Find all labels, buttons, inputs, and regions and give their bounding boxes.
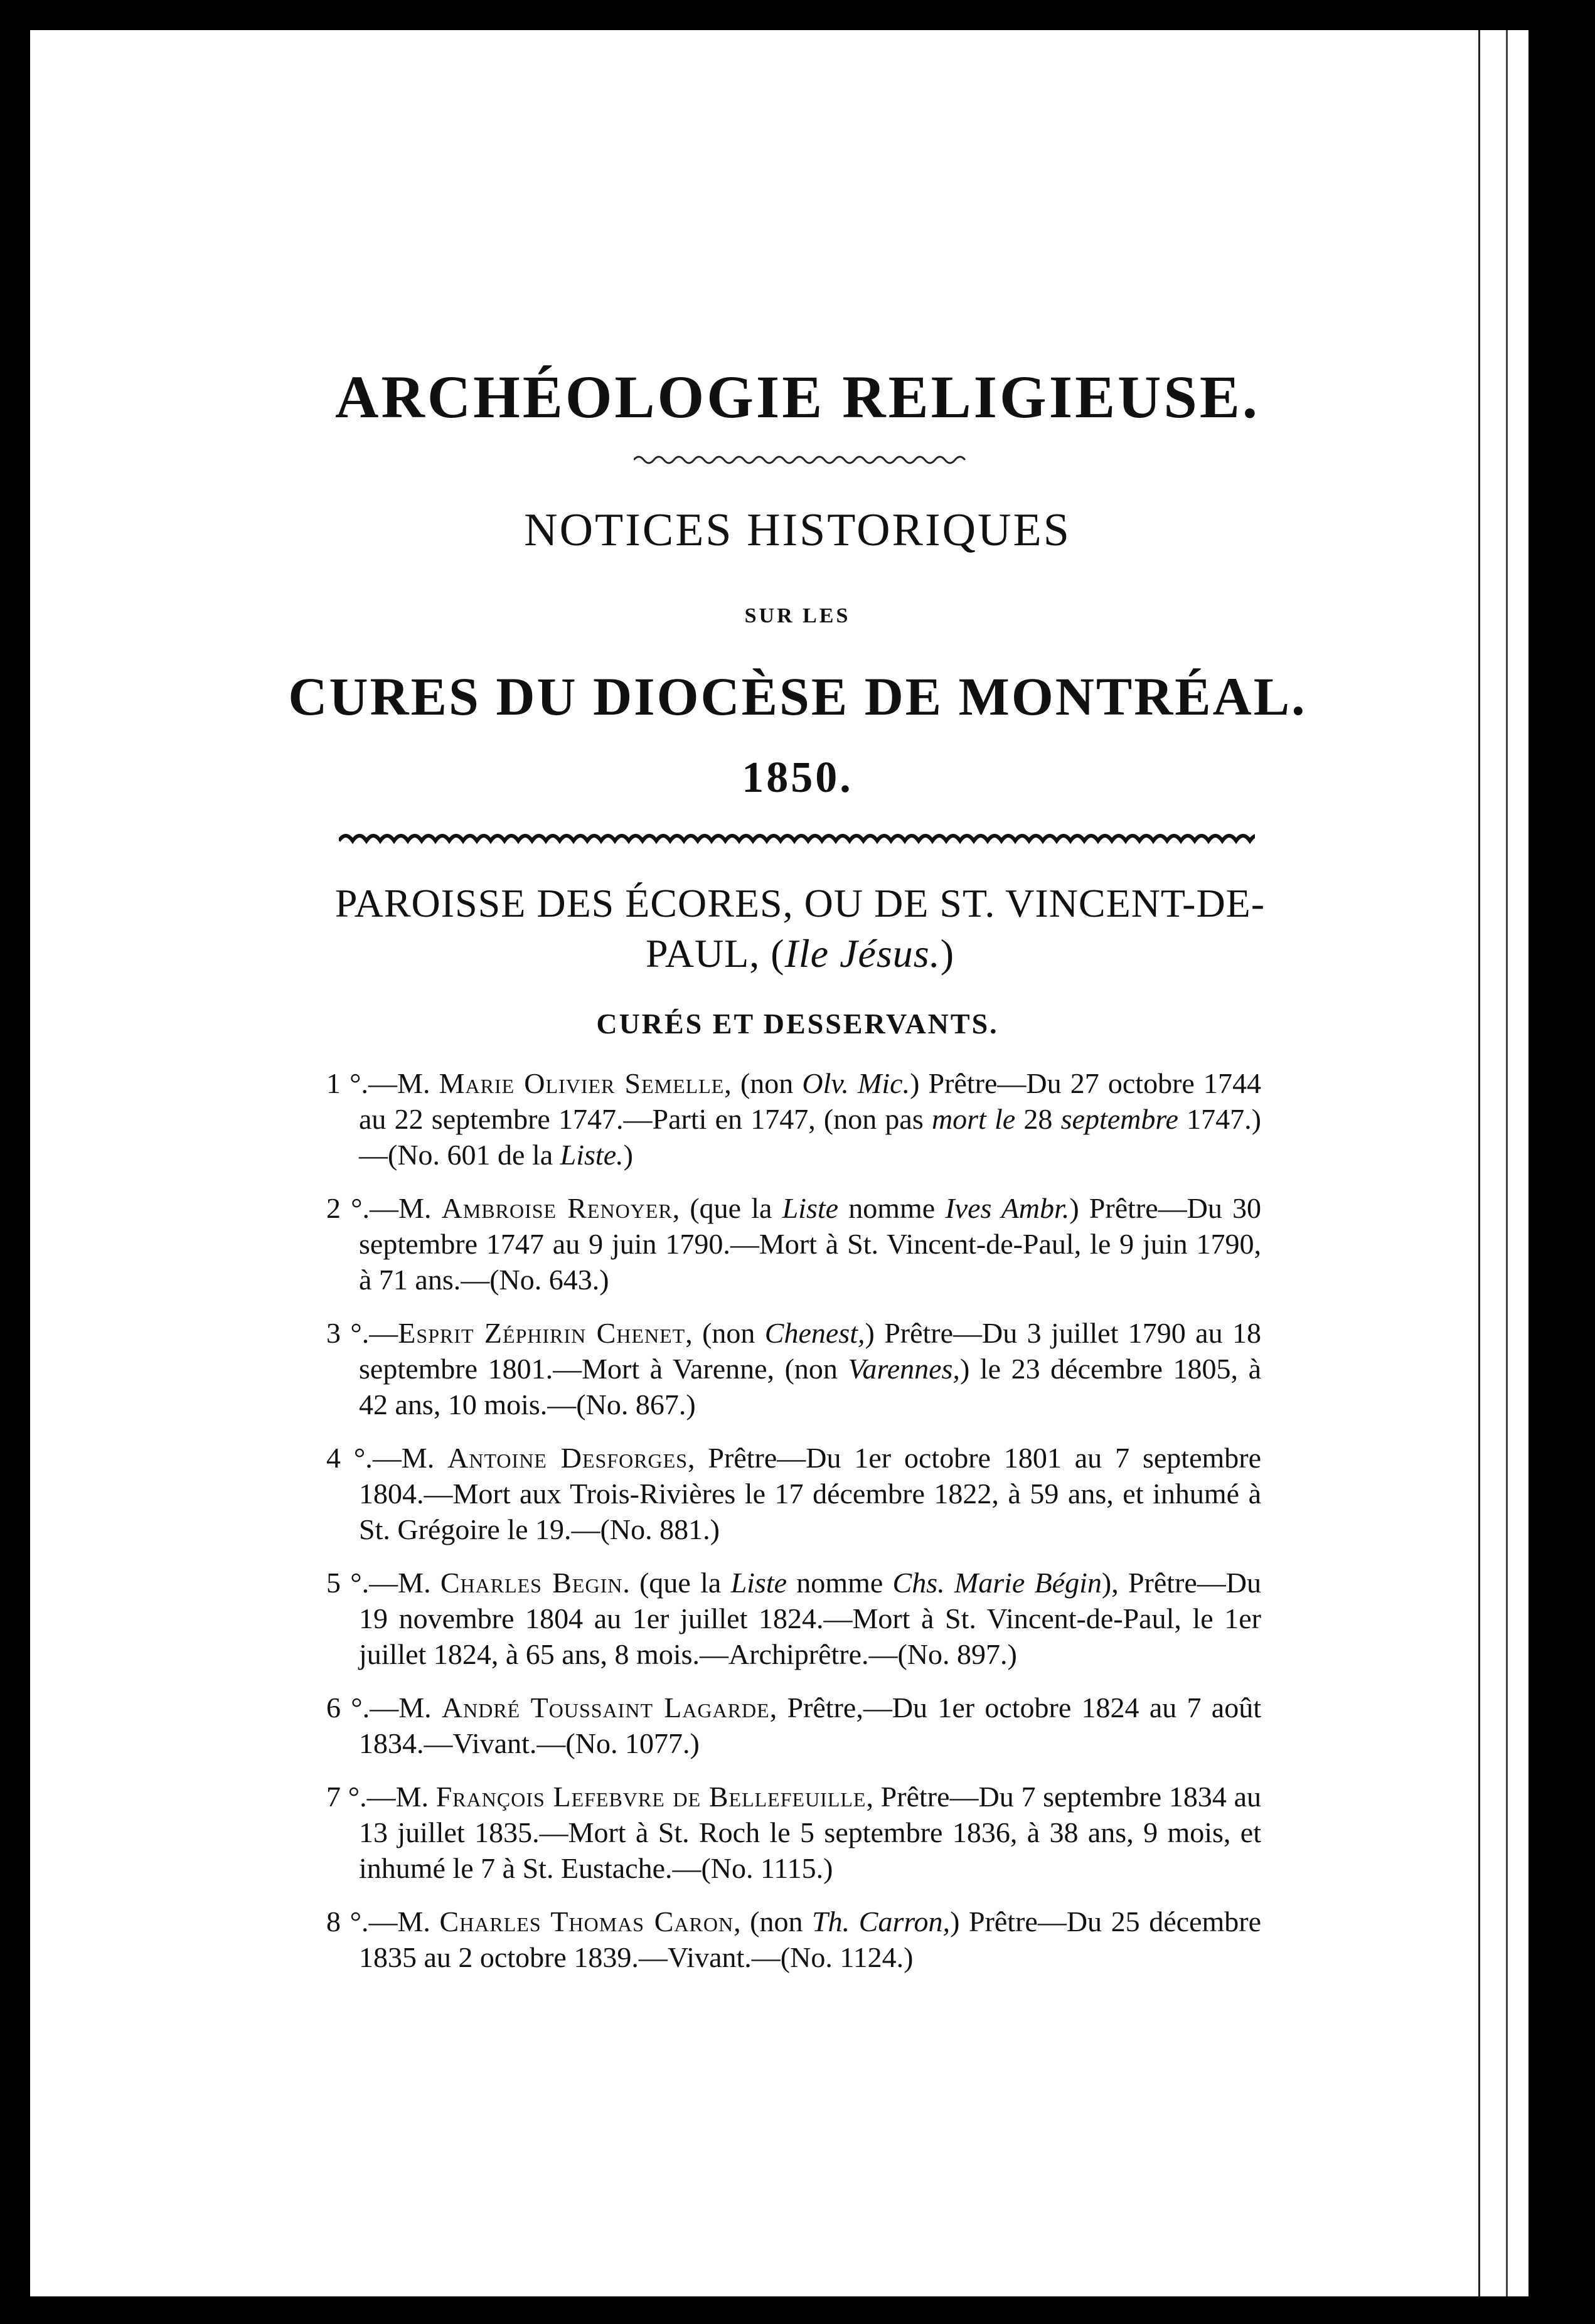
entries-list — [326, 1065, 1261, 1993]
entry-italic-text: mort le — [931, 1103, 1016, 1135]
entry-italic-text: Liste — [730, 1567, 787, 1599]
entry-item — [326, 1690, 1261, 1761]
parish-heading-line1: PAROISSE DES ÉCORES, OU DE ST. VINCENT-DE- — [334, 881, 1266, 925]
subtitle-notices: NOTICES HISTORIQUES — [524, 504, 1071, 556]
entry-text: ), Prêtre—Du 19 novembre 1804 au 1er juillet 1824.—Mort à St. Vincent-de-Paul, le 1er juillet 1824, à 65 ans, 8 mois.—Archiprêtre.—(No. 897.) — [359, 1567, 1262, 1670]
entry-number: 7 °. — [326, 1781, 367, 1813]
year: 1850. — [742, 754, 853, 802]
entry-number: 5 °. — [326, 1567, 370, 1599]
entry-italic-text: Chs. Marie Bégin — [892, 1567, 1102, 1599]
entry-item — [326, 1904, 1261, 1975]
entry-text: . (que la — [622, 1567, 731, 1599]
entry-text: , (non — [724, 1067, 803, 1099]
entry-text: , Prêtre,—Du 1er octobre 1824 au 7 août 1834.—Vivant.—(No. 1077.) — [359, 1692, 1261, 1759]
entry-text: 1747.)—(No. 601 de la — [359, 1103, 1261, 1171]
entry-italic-text: Olv. Mic. — [802, 1067, 910, 1099]
entry-item — [326, 1440, 1261, 1547]
entry-name: François Lefebvre de Bellefeuille — [435, 1781, 867, 1813]
entry-text: —M. — [369, 1567, 440, 1599]
ornament-squiggle-small — [634, 450, 966, 469]
entry-item — [326, 1565, 1261, 1672]
entry-text: , Prêtre—Du 1er octobre 1801 au 7 septembre 1804.—Mort aux Trois-Rivières le 17 décembre 1822, à 59 ans, et inhumé à St. Grégoire le 19.—(No. 881.) — [359, 1442, 1261, 1545]
entry-text: ) Prêtre—Du 27 octobre 1744 au 22 septembre 1747.—Parti en 1747, (non pas — [359, 1067, 1261, 1135]
subtitle-diocese: CURES DU DIOCÈSE DE MONTRÉAL. — [288, 666, 1307, 727]
entry-text: —M. — [370, 1692, 442, 1724]
entry-number: 2 °. — [326, 1192, 370, 1224]
parish-heading — [314, 878, 1286, 979]
entry-text: , (non — [733, 1906, 813, 1938]
main-title: ARCHÉOLOGIE RELIGIEUSE. — [335, 363, 1260, 430]
entry-name: Esprit Zéphirin Chenet — [398, 1317, 686, 1349]
entry-italic-text: Liste. — [560, 1139, 624, 1171]
entry-name: André Toussaint Lagarde — [441, 1692, 770, 1724]
entry-text: ) Prêtre—Du 3 juillet 1790 au 18 septembre 1801.—Mort à Varenne, (non — [359, 1317, 1261, 1385]
entry-text: ) Prêtre—Du 25 décembre 1835 au 2 octobre 1839.—Vivant.—(No. 1124.) — [359, 1906, 1262, 1973]
entry-text: 28 — [1015, 1103, 1061, 1135]
entry-text: ) le 23 décembre 1805, à 42 ans, 10 mois.—(No. 867.) — [359, 1353, 1261, 1421]
entry-text: —M. — [368, 1906, 440, 1938]
entry-italic-text: Chenest, — [764, 1317, 865, 1349]
entry-text: , (non — [685, 1317, 765, 1349]
entry-italic-text: Liste — [782, 1192, 839, 1224]
entry-number: 6 °. — [326, 1692, 370, 1724]
entry-italic-text: Th. Carron, — [812, 1906, 951, 1938]
entry-name: Ambroise Renoyer — [441, 1192, 673, 1224]
entry-text: —M. — [370, 1192, 442, 1224]
entry-number: 3 °. — [326, 1317, 370, 1349]
entry-item — [326, 1779, 1261, 1886]
entry-item — [326, 1065, 1261, 1173]
entry-text: — — [369, 1317, 398, 1349]
entry-text: ) — [623, 1139, 633, 1171]
entry-item — [326, 1190, 1261, 1298]
entry-item — [326, 1315, 1261, 1422]
entry-name: Marie Olivier Semelle — [439, 1067, 725, 1099]
entry-name: Antoine Desforges — [447, 1442, 688, 1474]
entry-text: —M. — [368, 1067, 439, 1099]
entry-number: 1 °. — [326, 1067, 369, 1099]
entry-number: 8 °. — [326, 1906, 369, 1938]
entry-text: —M. — [372, 1442, 448, 1474]
entry-text: , (que la — [672, 1192, 782, 1224]
entry-name: Charles Begin — [440, 1567, 623, 1599]
entry-italic-text: septembre — [1060, 1103, 1178, 1135]
entry-text: nomme — [838, 1192, 946, 1224]
section-heading: CURÉS ET DESSERVANTS. — [596, 1008, 999, 1040]
subtitle-sur-les: SUR LES — [744, 604, 851, 627]
entry-name: Charles Thomas Caron — [439, 1906, 734, 1938]
entry-text: ) Prêtre—Du 30 septembre 1747 au 9 juin 1790.—Mort à St. Vincent-de-Paul, le 9 juin 1790, à 71 ans.—(No. 643.) — [359, 1192, 1262, 1296]
entry-text: , Prêtre—Du 7 septembre 1834 au 13 juillet 1835.—Mort à St. Roch le 5 septembre 1836, à 38 ans, 9 mois, et inhumé le 7 à St. Eustache.—(No. 1115.) — [359, 1781, 1261, 1884]
entry-italic-text: Varennes, — [848, 1353, 960, 1385]
entry-number: 4 °. — [326, 1442, 373, 1474]
entry-italic-text: Ives Ambr. — [945, 1192, 1070, 1224]
entry-text: —M. — [366, 1781, 436, 1813]
entry-text: nomme — [787, 1567, 893, 1599]
ornament-squiggle-large — [339, 828, 1255, 853]
parish-heading-line2: PAUL, (Ile Jésus.) — [646, 931, 954, 976]
